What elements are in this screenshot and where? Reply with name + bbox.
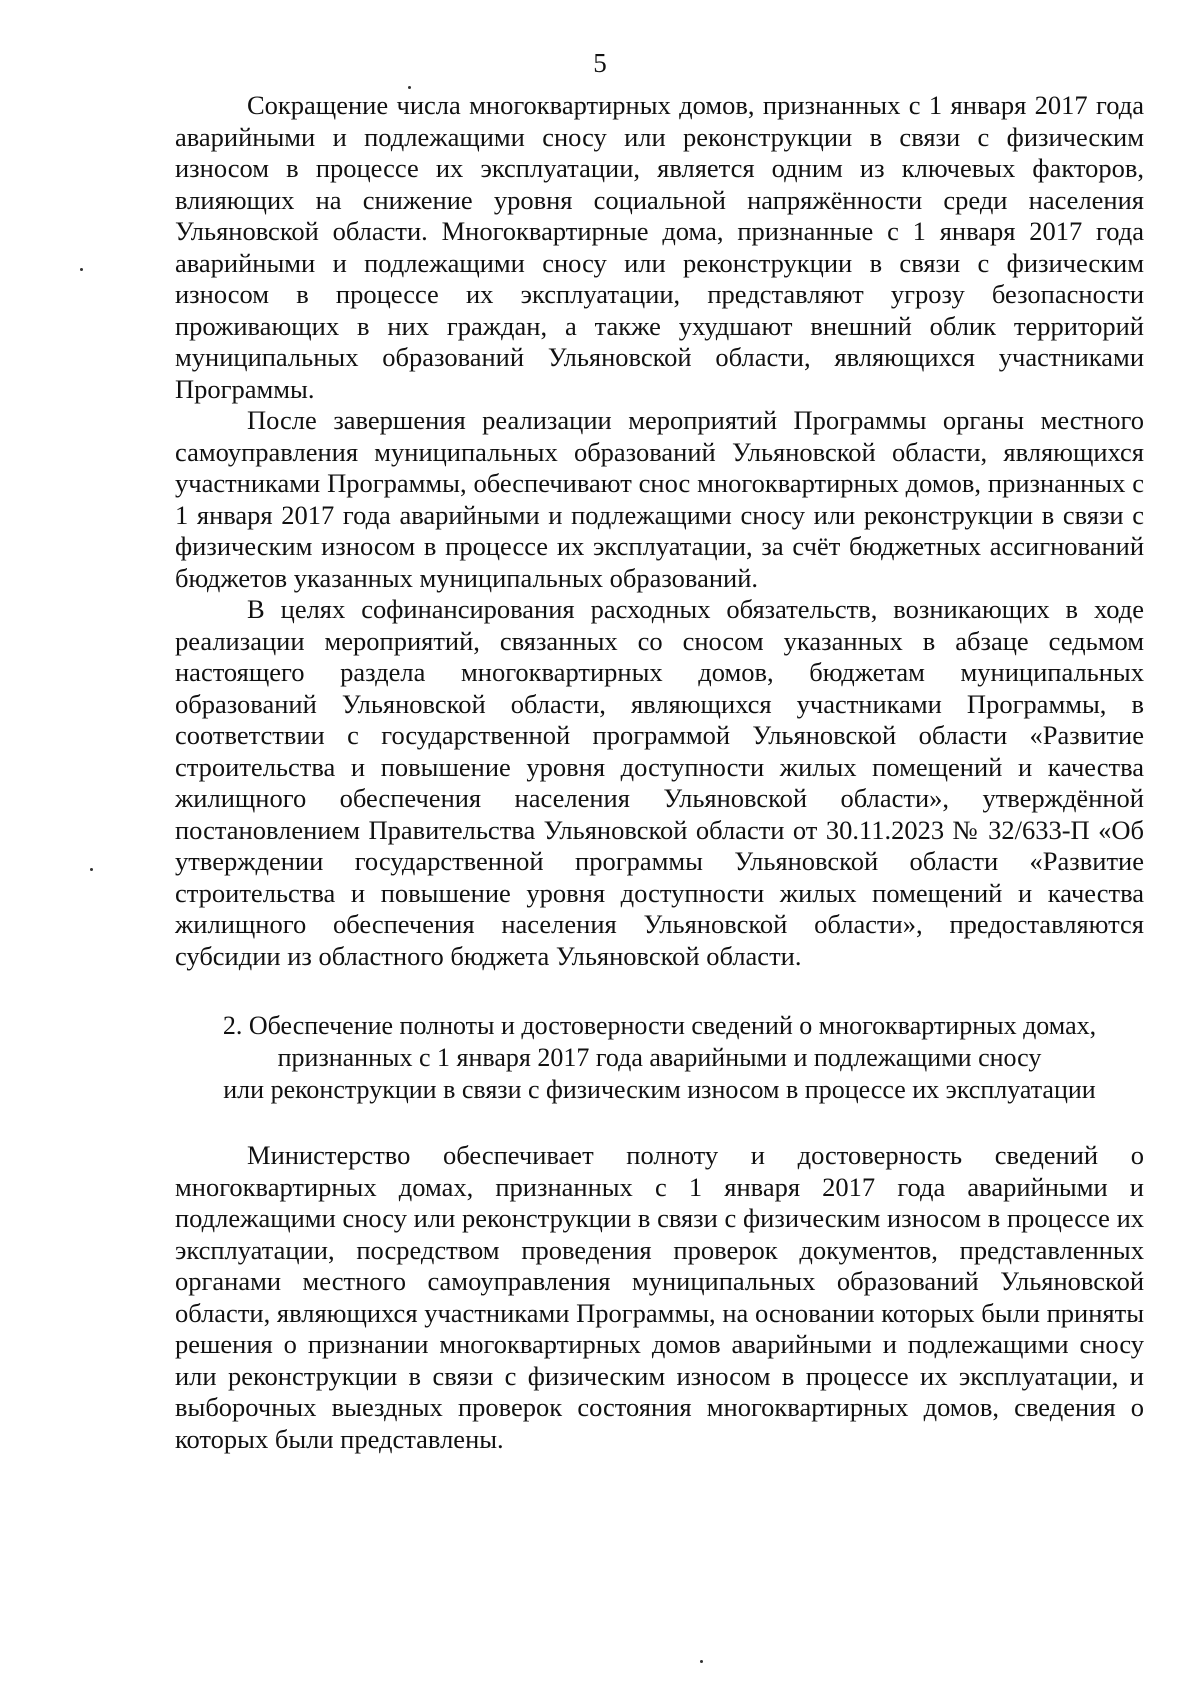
paragraph-4: Министерство обеспечивает полноту и достоверность сведений о многоквартирных домах, признанных с 1 января 2017 года аварийными и подлежащими сносу или реконструкции в связи с физическим износом в процессе их эксплуатации, посредством проведения проверок документов, представленных органами местного самоуправления муниципальных образований Ульяновской области, являющихся участниками Программы, на основании которых были приняты решения о признании многоквартирных домов аварийными и подлежащими сносу или реконструкции в связи с физическим износом в процессе их эксплуатации, и выборочных выездных проверок состояния многоквартирных домов, сведения о которых были представлены. bbox=[175, 1140, 1144, 1454]
section-heading-line-3: или реконструкции в связи с физическим износом в процессе их эксплуатации bbox=[223, 1075, 1096, 1104]
section-heading bbox=[175, 1010, 1144, 1106]
paragraph-2: После завершения реализации мероприятий Программы органы местного самоуправления муниципальных образований Ульяновской области, являющихся участниками Программы, обеспечивают снос многоквартирных домов, признанных с 1 января 2017 года аварийными и подлежащими сносу или реконструкции в связи с физическим износом в процессе их эксплуатации, за счёт бюджетных ассигнований бюджетов указанных муниципальных образований. bbox=[175, 405, 1144, 593]
page-number: 5 bbox=[593, 48, 607, 78]
document-body bbox=[175, 90, 1144, 1455]
scan-speck bbox=[90, 868, 93, 871]
scan-speck bbox=[80, 268, 83, 271]
section-heading-line-1: 2. Обеспечение полноты и достоверности сведений о многоквартирных домах, bbox=[222, 1011, 1097, 1040]
scan-speck bbox=[408, 86, 411, 89]
paragraph-1: Сокращение числа многоквартирных домов, признанных с 1 января 2017 года аварийными и подлежащими сносу или реконструкции в связи с физическим износом в процессе их эксплуатации, является одним из ключевых факторов, влияющих на снижение уровня социальной напряжённости среди населения Ульяновской области. Многоквартирные дома, признанные с 1 января 2017 года аварийными и подлежащими сносу или реконструкции в связи с физическим износом в процессе их эксплуатации, представляют угрозу безопасности проживающих в них граждан, а также ухудшают внешний облик территорий муниципальных образований Ульяновской области, являющихся участниками Программы. bbox=[175, 90, 1144, 404]
scan-speck bbox=[700, 1660, 703, 1663]
paragraph-3: В целях софинансирования расходных обязательств, возникающих в ходе реализации мероприятий, связанных со сносом указанных в абзаце седьмом настоящего раздела многоквартирных домов, бюджетам муниципальных образований Ульяновской области, являющихся участниками Программы, в соответствии с государственной программой Ульяновской области «Развитие строительства и повышение уровня доступности жилых помещений и качества жилищного обеспечения населения Ульяновской области», утверждённой постановлением Правительства Ульяновской области от 30.11.2023 № 32/633-П «Об утверждении государственной программы Ульяновской области «Развитие строительства и повышение уровня доступности жилых помещений и качества жилищного обеспечения населения Ульяновской области», предоставляются субсидии из областного бюджета Ульяновской области. bbox=[175, 594, 1144, 971]
section-heading-line-2: признанных с 1 января 2017 года аварийными и подлежащими сносу bbox=[277, 1043, 1042, 1072]
